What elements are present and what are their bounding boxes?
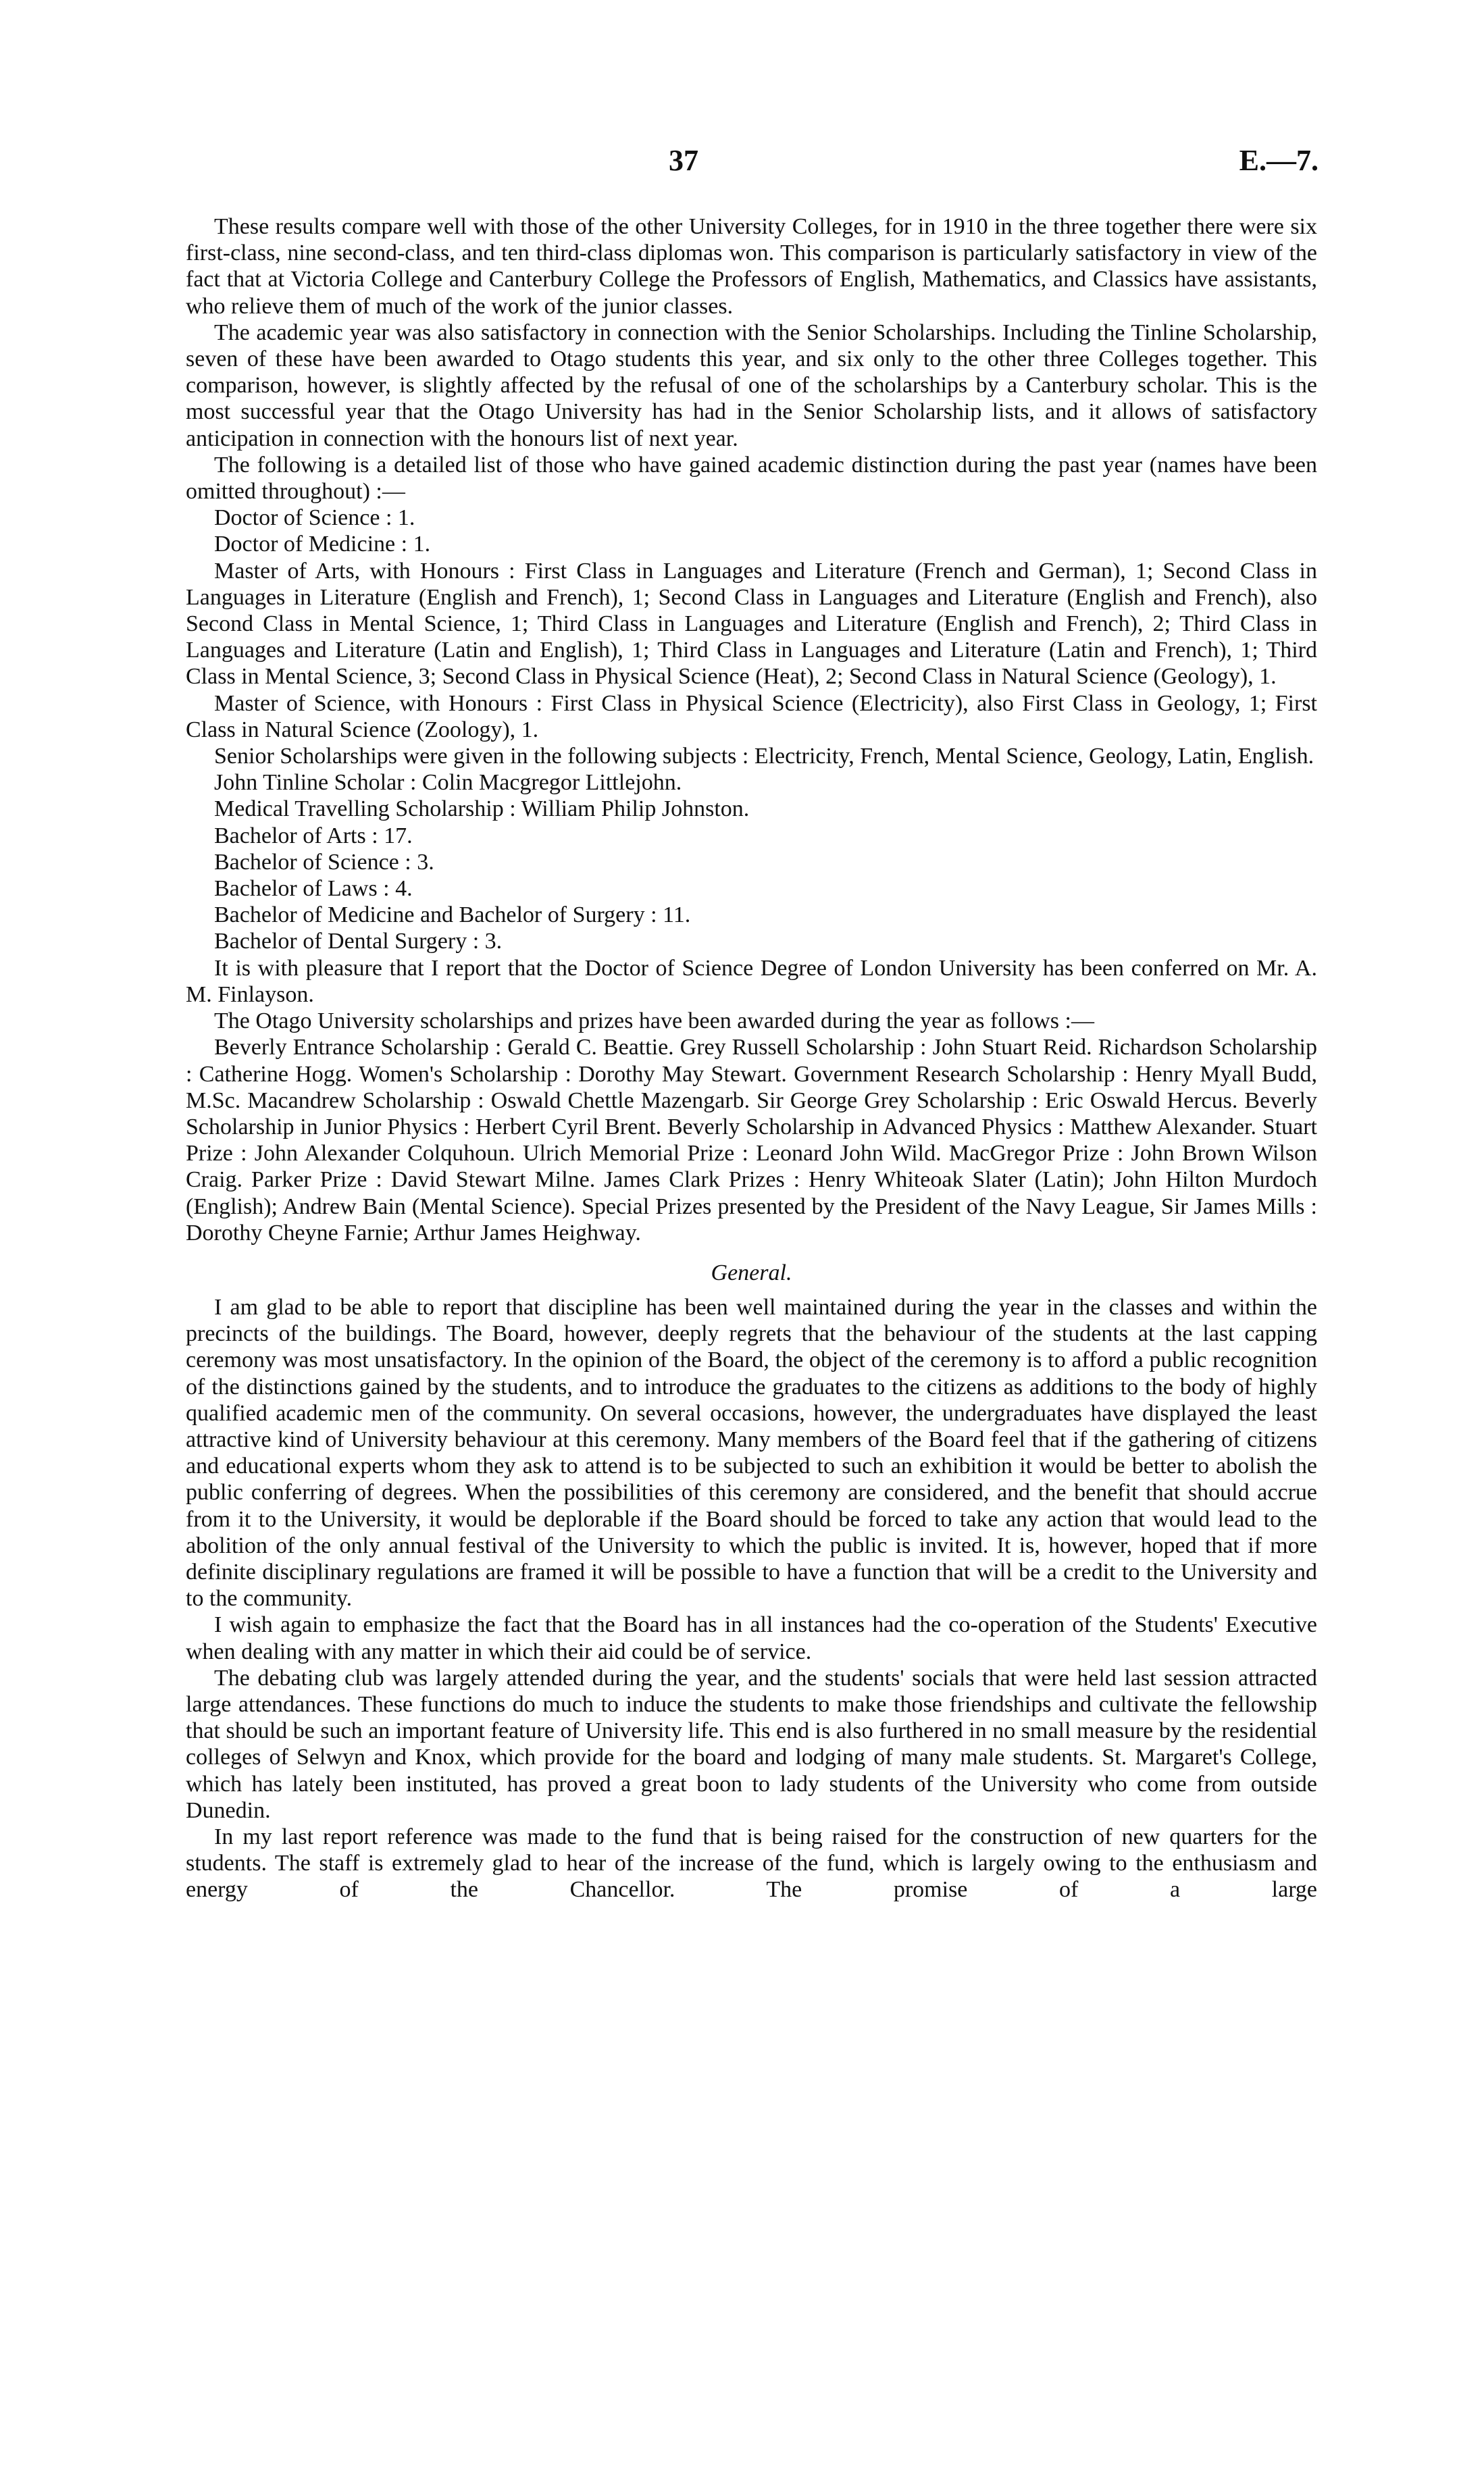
distinction-item: Doctor of Science : 1. — [214, 505, 415, 531]
distinction-item: Master of Arts, with Honours : First Class in Languages and Literature (French and German), 1; Second Class in Languages in Literature (English and French), 1; Second Class in Languages and Literature (English and French), also Second Class in Mental Science, 1; Third Class in Languages and Literature (English and French), 2; Third Class in Languages and Literature (Latin and English), 1; Third Class in Languages and Literature (Latin and French), 1; Third Class in Mental Science, 3; Second Class in Physical Science (Heat), 2; Second Class in Natural Science (Geology), 1. — [186, 558, 1317, 690]
distinction-item: Bachelor of Medicine and Bachelor of Surgery : 11. — [214, 902, 691, 928]
paragraph: In my last report reference was made to the fund that is being raised for the construction of new quarters for the students. The staff is extremely glad to hear of the increase of the fund, which is largely owing to the enthusiasm and energy of the Chancellor. The promise of a large — [186, 1824, 1317, 1903]
section-heading: General. — [711, 1260, 792, 1285]
body-text — [186, 213, 1317, 1903]
paragraph: It is with pleasure that I report that the Doctor of Science Degree of London University has been conferred on Mr. A. M. Finlayson. — [186, 955, 1317, 1007]
distinction-item: Bachelor of Laws : 4. — [214, 876, 413, 902]
paragraph: I wish again to emphasize the fact that the Board has in all instances had the co-operation of the Students' Executive when dealing with any matter in which their aid could be of service. — [186, 1612, 1317, 1664]
distinction-item: Master of Science, with Honours : First Class in Physical Science (Electricity), also First Class in Geology, 1; First Class in Natural Science (Zoology), 1. — [186, 690, 1317, 742]
document-reference: E.—7. — [1239, 144, 1319, 177]
paragraph: The debating club was largely attended during the year, and the students' socials that were held last session attracted large attendances. These functions do much to induce the students to make those friendships and cultivate the fellowship that should be such an important feature of University life. This end is also furthered in no small measure by the residential colleges of Selwyn and Knox, which provide for the board and lodging of many male students. St. Margaret's College, which has lately been instituted, has proved a great boon to lady students of the University who come from outside Dunedin. — [186, 1665, 1317, 1823]
paragraph: Beverly Entrance Scholarship : Gerald C. Beattie. Grey Russell Scholarship : John Stuart Reid. Richardson Scholarship : Catherine Hogg. Women's Scholarship : Dorothy May Stewart. Government Research Scholarship : Henry Myall Budd, M.Sc. Macandrew Scholarship : Oswald Chettle Mazengarb. Sir George Grey Scholarship : Eric Oswald Hercus. Beverly Scholarship in Junior Physics : Herbert Cyril Brent. Beverly Scholarship in Advanced Physics : Matthew Alexander. Stuart Prize : John Alexander Colquhoun. Ulrich Memorial Prize : Leonard John Wild. MacGregor Prize : John Brown Wilson Craig. Parker Prize : David Stewart Milne. James Clark Prizes : Henry Whiteoak Slater (Latin); John Hilton Murdoch (English); Andrew Bain (Mental Science). Special Prizes presented by the President of the Navy League, Sir James Mills : Dorothy Cheyne Farnie; Arthur James Heighway. — [186, 1035, 1317, 1246]
paragraph: The academic year was also satisfactory in connection with the Senior Scholarships. Including the Tinline Scholarship, seven of these have been awarded to Otago students this year, and six only to the other three Colleges together. This comparison, however, is slightly affected by the refusal of one of the scholarships by a Canterbury scholar. This is the most successful year that the Otago University has had in the Senior Scholarship lists, and it allows of satisfactory anticipation in connection with the honours list of next year. — [186, 319, 1317, 451]
distinction-item: Senior Scholarships were given in the following subjects : Electricity, French, Mental Science, Geology, Latin, English. — [214, 744, 1314, 769]
page-number: 37 — [669, 144, 698, 177]
paragraph: These results compare well with those of the other University Colleges, for in 1910 in the three together there were six first-class, nine second-class, and ten third-class diplomas won. This comparison is particularly satisfactory in view of the fact that at Victoria College and Canterbury College the Professors of English, Mathematics, and Classics have assistants, who relieve them of much of the work of the junior classes. — [186, 214, 1317, 319]
paragraph: The following is a detailed list of those who have gained academic distinction during the past year (names have been omitted throughout) :— — [186, 452, 1317, 505]
distinction-item: Doctor of Medicine : 1. — [214, 532, 431, 557]
distinction-item: Bachelor of Dental Surgery : 3. — [214, 929, 503, 954]
distinction-item: John Tinline Scholar : Colin Macgregor Littlejohn. — [214, 770, 682, 796]
distinction-item: Bachelor of Science : 3. — [214, 849, 434, 875]
paragraph: The Otago University scholarships and prizes have been awarded during the year as follows :— — [214, 1008, 1094, 1034]
distinction-item: Medical Travelling Scholarship : William Philip Johnston. — [214, 796, 750, 822]
distinction-item: Bachelor of Arts : 17. — [214, 823, 413, 848]
paragraph: I am glad to be able to report that discipline has been well maintained during the year in the classes and within the precincts of the buildings. The Board, however, deeply regrets that the behaviour of the students at the last capping ceremony was most unsatisfactory. In the opinion of the Board, the object of the ceremony is to afford a public recognition of the distinctions gained by the students, and to introduce the graduates to the citizens as additions to the body of highly qualified academic men of the community. On several occasions, however, the undergraduates have displayed the least attractive kind of University behaviour at this ceremony. Many members of the Board feel that if the gathering of citizens and educational experts whom they ask to attend is to be subjected to such an exhibition it would be better to abolish the public conferring of degrees. When the possibilities of this ceremony are considered, and the benefit that should accrue from it to the University, it would be deplorable if the Board should be forced to take any action that would lead to the abolition of the only annual festival of the University to which the public is invited. It is, however, hoped that if more definite disciplinary regulations are framed it will be possible to have a function that will be a credit to the University and to the community. — [186, 1294, 1317, 1612]
